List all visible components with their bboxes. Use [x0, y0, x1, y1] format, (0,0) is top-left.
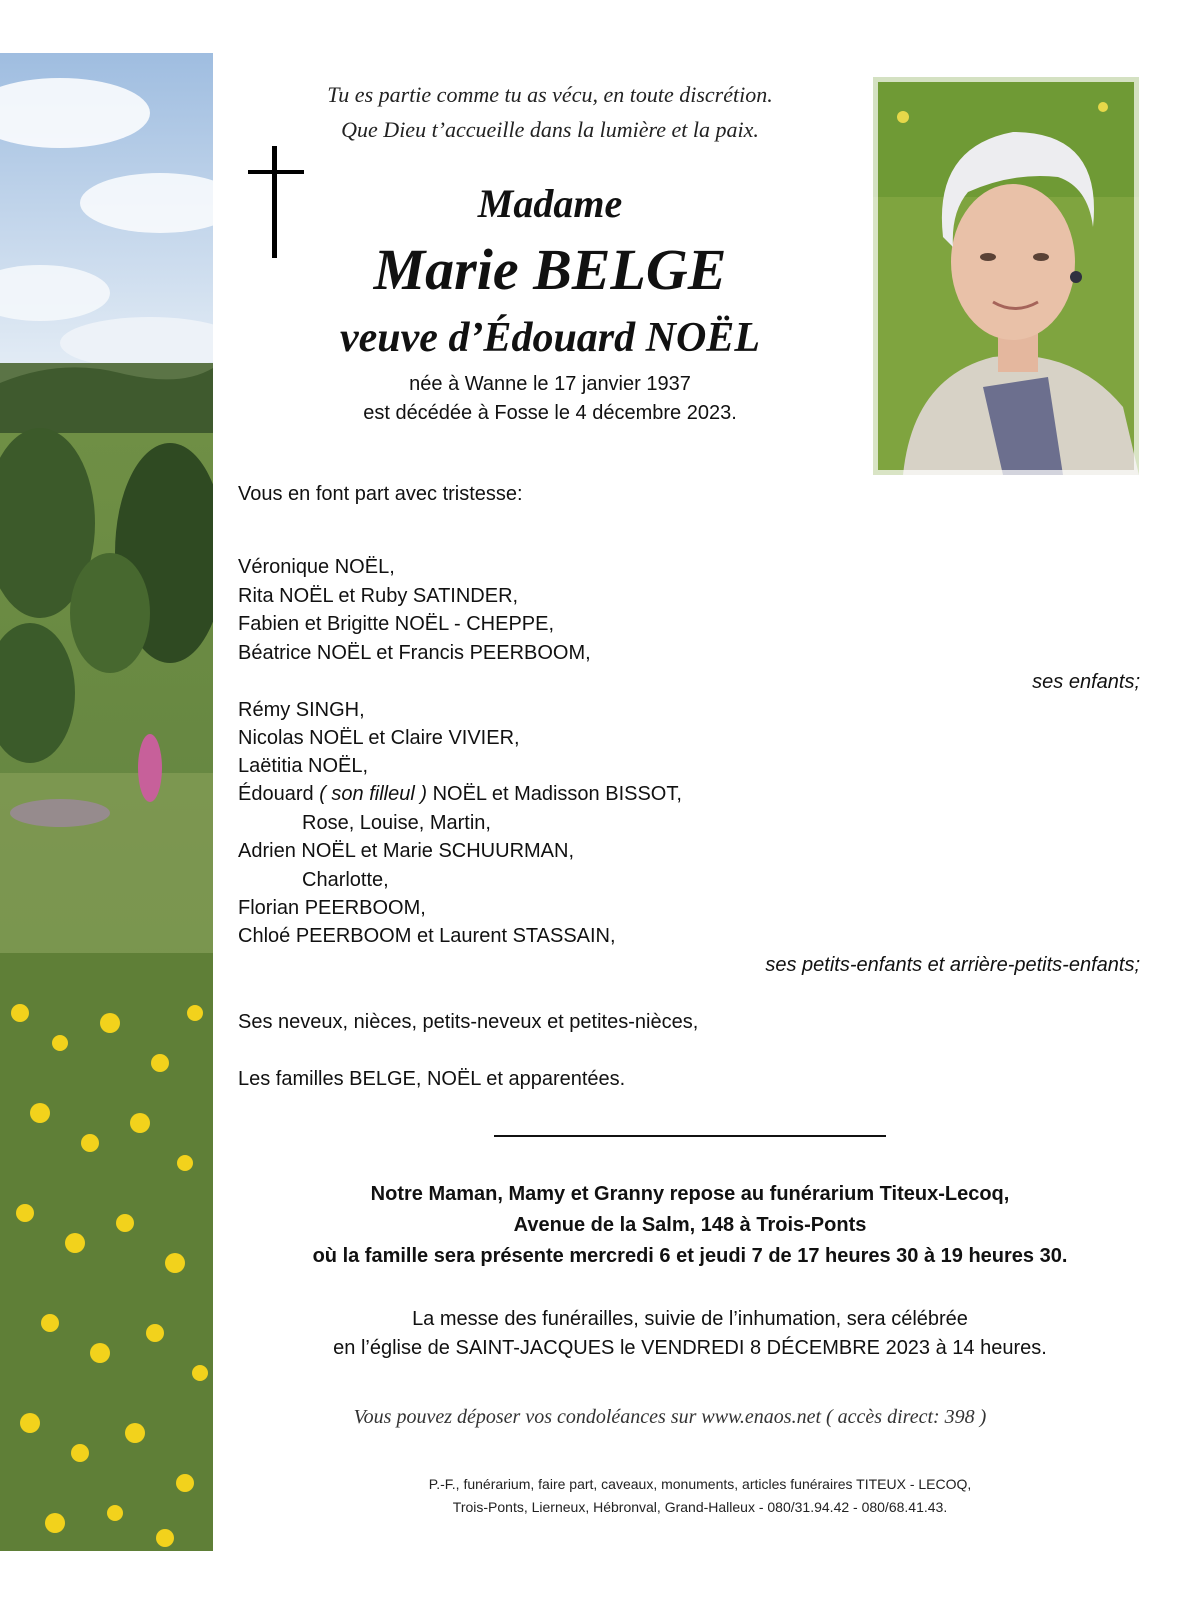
- poem-line-2: Que Dieu t’accueille dans la lumière et la paix.: [341, 117, 759, 142]
- condolences-text: Vous pouvez déposer vos condoléances sur www.enaos.net ( accès direct: 398 ): [353, 1406, 987, 1428]
- great-grandchildren-line: Charlotte,: [302, 869, 389, 891]
- deceased-name: Marie BELGE: [373, 237, 727, 302]
- grandchild-line: Nicolas NOËL et Claire VIVIER,: [238, 727, 520, 749]
- grandchild-line: Rémy SINGH,: [238, 699, 365, 721]
- death-line: est décédée à Fosse le 4 décembre 2023.: [363, 402, 737, 424]
- grandchild-line: Chloé PEERBOOM et Laurent STASSAIN,: [238, 925, 616, 947]
- grandchild-line-edouard: [238, 783, 682, 806]
- mass-line-2: en l’église de SAINT-JACQUES le VENDREDI 8 DÉCEMBRE 2023 à 14 heures.: [333, 1337, 1047, 1359]
- child-line-3: Fabien et Brigitte NOËL - CHEPPE,: [238, 613, 555, 635]
- footer-line-1: P.-F., funérarium, faire part, caveaux, monuments, articles funéraires TITEUX - LECOQ,: [428, 1476, 972, 1492]
- families-line: Les familles BELGE, NOËL et apparentées.: [238, 1068, 626, 1090]
- widow-of: veuve d’Édouard NOËL: [340, 315, 760, 361]
- grandchild-line: Laëtitia NOËL,: [238, 755, 369, 777]
- godson-note: ( son filleul ): [319, 783, 427, 805]
- child-line-2: Rita NOËL et Ruby SATINDER,: [238, 585, 519, 607]
- visitation-line-2: Avenue de la Salm, 148 à Trois-Ponts: [513, 1214, 867, 1236]
- children-label: ses enfants;: [1032, 671, 1140, 693]
- separator-line: [494, 1135, 886, 1137]
- child-line-1: Véronique NOËL,: [238, 556, 395, 578]
- visitation-line-3: où la famille sera présente mercredi 6 et jeudi 7 de 17 heures 30 à 19 heures 30.: [312, 1245, 1068, 1267]
- portrait-photo: [873, 77, 1139, 475]
- edouard-rest: NOËL et Madisson BISSOT,: [432, 783, 682, 805]
- great-grandchildren-line: Rose, Louise, Martin,: [302, 812, 491, 834]
- intro-text: Vous en font part avec tristesse:: [238, 483, 523, 505]
- edouard-name: Édouard: [238, 783, 314, 805]
- landscape-illustration: [0, 53, 213, 1551]
- grandchild-line: Adrien NOËL et Marie SCHUURMAN,: [238, 840, 575, 862]
- honorific: Madame: [477, 181, 623, 226]
- mass-line-1: La messe des funérailles, suivie de l’inhumation, sera célébrée: [412, 1308, 968, 1330]
- birth-line: née à Wanne le 17 janvier 1937: [409, 373, 691, 395]
- grandchild-line: Florian PEERBOOM,: [238, 897, 426, 919]
- grandchildren-label: ses petits-enfants et arrière-petits-enfants;: [765, 954, 1140, 976]
- landscape-strip: [0, 53, 213, 1551]
- footer-line-2: Trois-Ponts, Lierneux, Hébronval, Grand-Halleux - 080/31.94.42 - 080/68.41.43.: [452, 1499, 948, 1515]
- visitation-line-1: Notre Maman, Mamy et Granny repose au funérarium Titeux-Lecoq,: [370, 1183, 1010, 1205]
- poem-line-1: Tu es partie comme tu as vécu, en toute discrétion.: [327, 82, 773, 107]
- nephews-line: Ses neveux, nièces, petits-neveux et petites-nièces,: [238, 1011, 699, 1033]
- child-line-4: Béatrice NOËL et Francis PEERBOOM,: [238, 642, 591, 664]
